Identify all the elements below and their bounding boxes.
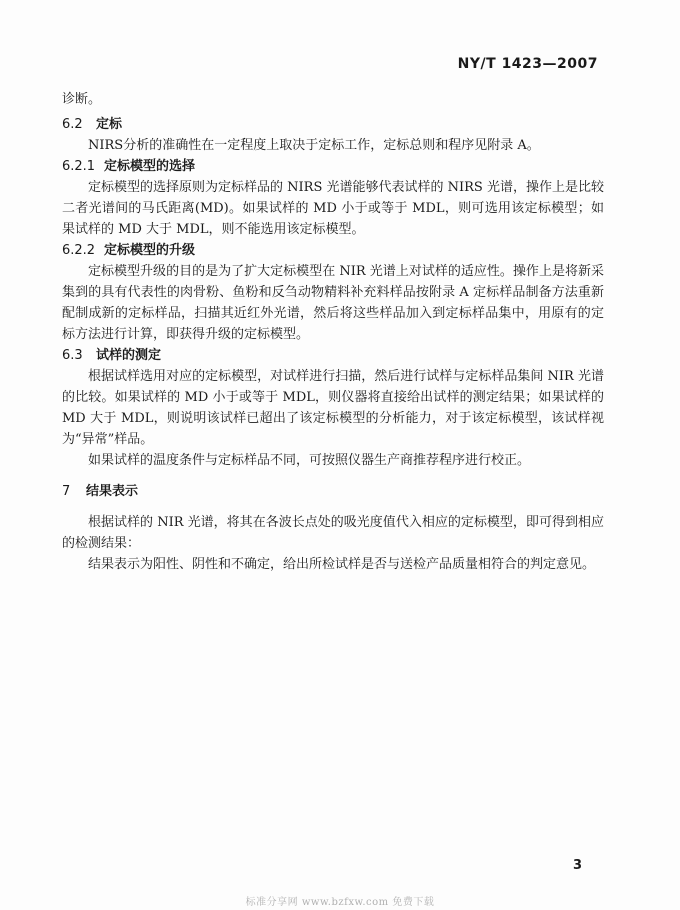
section-number: 6.2.1 [62,159,96,174]
section-title: 定标 [96,117,123,132]
paragraph-continuation: 诊断。 [62,92,102,107]
paragraph-calibration: NIRS分析的准确性在一定程度上取决于定标工作，定标总则和程序见附录 A。 [88,138,540,153]
standard-code-header: NY/T 1423—2007 [457,56,598,72]
section-title: 定标模型的选择 [104,159,196,174]
page-number: 3 [572,858,582,873]
watermark-text: 标准分享网 www.bzfxw.com 免费下载 [245,897,435,908]
paragraph-temperature-correction: 如果试样的温度条件与定标样品不同，可按照仪器生产商推荐程序进行校正。 [88,453,531,468]
section-title: 定标模型的升级 [104,243,196,258]
paragraph-sample-measurement: 根据试样选用对应的定标模型，对试样进行扫描，然后进行试样与定标样品集间 NIR 光谱的比较。如果试样的 MD 小于或等于 MDL，则仪器将直接给出试样的测定结果；如果试样的 MD 大于 MDL，则说明该试样已超出了该定标模型的分析能力，对于该定标模型，该试样视为“异常”样品。 [62,369,604,447]
section-number: 6.3 [62,348,83,363]
section-heading-6-2-1 [62,156,604,177]
section-title: 试样的测定 [96,348,162,363]
paragraph-model-upgrade: 定标模型升级的目的是为了扩大定标模型在 NIR 光谱上对试样的适应性。操作上是将新采集到的具有代表性的肉骨粉、鱼粉和反刍动物精料补充料样品按附录 A 定标样品制备方法重新配制成新的定标样品，扫描其近红外光谱，然后将这些样品加入到定标样品集中，用原有的定标方法进行计算，即获得升级的定标模型。 [62,264,604,342]
section-number: 7 [62,484,71,499]
section-heading-7 [62,481,604,502]
document-body [62,89,604,575]
section-number: 6.2 [62,117,83,132]
section-heading-6-2 [62,114,604,135]
section-title: 结果表示 [86,484,139,499]
paragraph-result-expression: 根据试样的 NIR 光谱，将其在各波长点处的吸光度值代入相应的定标模型，即可得到相应的检测结果： [62,515,604,551]
paragraph-model-selection: 定标模型的选择原则为定标样品的 NIRS 光谱能够代表试样的 NIRS 光谱，操作上是比较二者光谱间的马氏距离(MD)。如果试样的 MD 小于或等于 MDL，则可选用该定标模型；如果试样的 MD 大于 MDL，则不能选用该定标模型。 [62,180,604,237]
section-number: 6.2.2 [62,243,96,258]
paragraph-result-judgement: 结果表示为阳性、阴性和不确定，给出所检试样是否与送检产品质量相符合的判定意见。 [88,557,596,572]
section-heading-6-2-2 [62,240,604,261]
section-heading-6-3 [62,345,604,366]
